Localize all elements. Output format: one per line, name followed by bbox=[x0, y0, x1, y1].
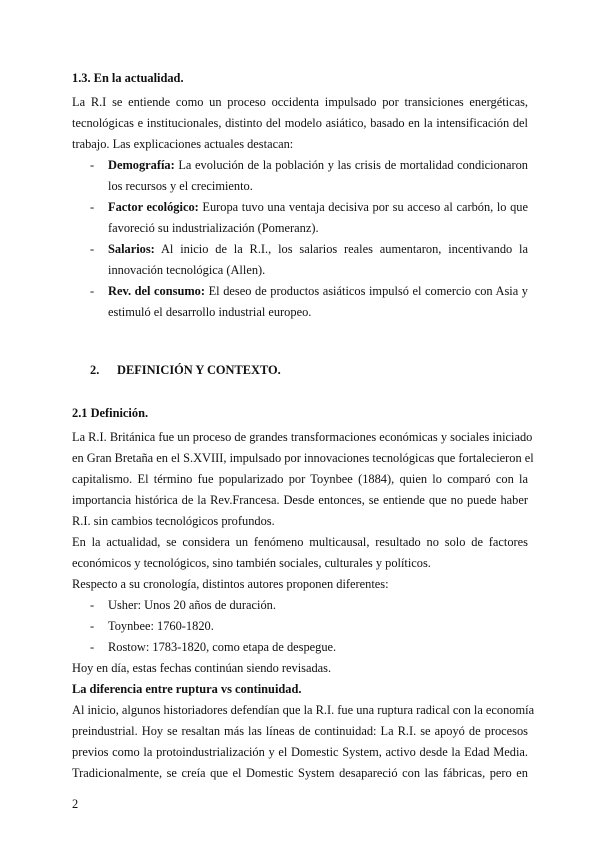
bullet-text: Toynbee: 1760-1820. bbox=[108, 619, 214, 633]
text-line: previos como la protoindustrialización y el Domestic System, activo desde la Edad Media. bbox=[72, 745, 528, 759]
bullet-text: La evolución de la población y las crisis de mortalidad condicionaron bbox=[178, 158, 528, 172]
section-heading-2-1: 2.1 Definición. bbox=[72, 406, 149, 420]
list-item: - Rostow: 1783-1820, como etapa de despegue. bbox=[72, 637, 528, 658]
definition-paragraph bbox=[72, 427, 534, 595]
list-item: - Toynbee: 1760-1820. bbox=[72, 616, 528, 637]
bullet-term: Salarios: bbox=[108, 242, 155, 256]
continuity-paragraph bbox=[72, 700, 535, 784]
text-line: capitalismo. El término fue popularizado por Toynbee (1884), quien lo comparó con la bbox=[72, 472, 528, 486]
bullet-text: El deseo de productos asiáticos impulsó el comercio con Asia y bbox=[208, 284, 528, 298]
list-item: - Usher: Unos 20 años de duración. bbox=[72, 595, 528, 616]
bullet-text: favoreció su industrialización (Pomeranz). bbox=[108, 221, 319, 235]
bullet-text: Al inicio de la R.I., los salarios reales aumentaron, incentivando la bbox=[160, 242, 528, 256]
text-line: en Gran Bretaña en el S.XVIII, impulsado por innovaciones tecnológicas que fortalecieron el bbox=[72, 451, 534, 465]
chronology-list bbox=[72, 595, 528, 658]
list-item: - Salarios: Al inicio de la R.I., los salarios reales aumentaron, incentivando la innovación tecnológica (Allen). bbox=[72, 239, 528, 281]
text-line: importancia histórica de la Rev.Francesa. Desde entonces, se entiende que no puede haber bbox=[72, 493, 528, 507]
text-line: Al inicio, algunos historiadores defendían que la R.I. fue una ruptura radical con la economía bbox=[72, 703, 535, 717]
text-line: tecnológicas e institucionales, distinto del modelo asiático, basado en la intensificación del bbox=[72, 116, 528, 130]
list-item: - Factor ecológico: Europa tuvo una ventaja decisiva por su acceso al carbón, lo que favoreció su industrialización (Pomeranz). bbox=[72, 197, 528, 239]
text-line: La R.I. Británica fue un proceso de grandes transformaciones económicas y sociales iniciado bbox=[72, 430, 533, 444]
bullet-term: Demografía: bbox=[108, 158, 175, 172]
text-line: preindustrial. Hoy se resaltan más las líneas de continuidad: La R.I. se apoyó de procesos bbox=[72, 724, 528, 738]
bullet-text: Usher: Unos 20 años de duración. bbox=[108, 598, 276, 612]
bullet-term: Rev. del consumo: bbox=[108, 284, 206, 298]
text-line: Respecto a su cronología, distintos autores proponen diferentes: bbox=[72, 577, 389, 591]
bullet-text: Rostow: 1783-1820, como etapa de despegue. bbox=[108, 640, 337, 654]
revision-paragraph bbox=[72, 658, 528, 679]
text-line: La R.I se entiende como un proceso occidenta impulsado por transiciones energéticas, bbox=[72, 95, 528, 109]
bullet-text: Europa tuvo una ventaja decisiva por su acceso al carbón, lo que bbox=[202, 200, 528, 214]
section-number: 2. bbox=[90, 363, 100, 377]
section-heading-1-3: 1.3. En la actualidad. bbox=[72, 71, 184, 85]
text-line: Tradicionalmente, se creía que el Domestic System desapareció con las fábricas, pero en bbox=[72, 766, 528, 780]
intro-paragraph bbox=[72, 92, 528, 155]
text-line: económicos y tecnológicos, sino también sociales, culturales y políticos. bbox=[72, 556, 431, 570]
factors-list bbox=[72, 155, 528, 323]
list-item: - Demografía: La evolución de la población y las crisis de mortalidad condicionaron los recursos y el crecimiento. bbox=[72, 155, 528, 197]
text-line: R.I. sin cambios tecnológicos profundos. bbox=[72, 514, 275, 528]
page-number: 2 bbox=[72, 797, 79, 811]
section-heading-2 bbox=[90, 363, 281, 378]
subsection-heading: La diferencia entre ruptura vs continuidad. bbox=[72, 682, 302, 696]
text-line: trabajo. Las explicaciones actuales destacan: bbox=[72, 137, 294, 151]
text-line: Hoy en día, estas fechas continúan siendo revisadas. bbox=[72, 661, 332, 675]
bullet-text: los recursos y el crecimiento. bbox=[108, 179, 253, 193]
bullet-text: estimuló el desarrollo industrial europeo. bbox=[108, 305, 312, 319]
bullet-text: innovación tecnológica (Allen). bbox=[108, 263, 266, 277]
section-title: DEFINICIÓN Y CONTEXTO. bbox=[117, 363, 281, 377]
list-item: - Rev. del consumo: El deseo de productos asiáticos impulsó el comercio con Asia y estimuló el desarrollo industrial europeo. bbox=[72, 281, 528, 323]
text-line: En la actualidad, se considera un fenómeno multicausal, resultado no solo de factores bbox=[72, 535, 528, 549]
bullet-term: Factor ecológico: bbox=[108, 200, 199, 214]
